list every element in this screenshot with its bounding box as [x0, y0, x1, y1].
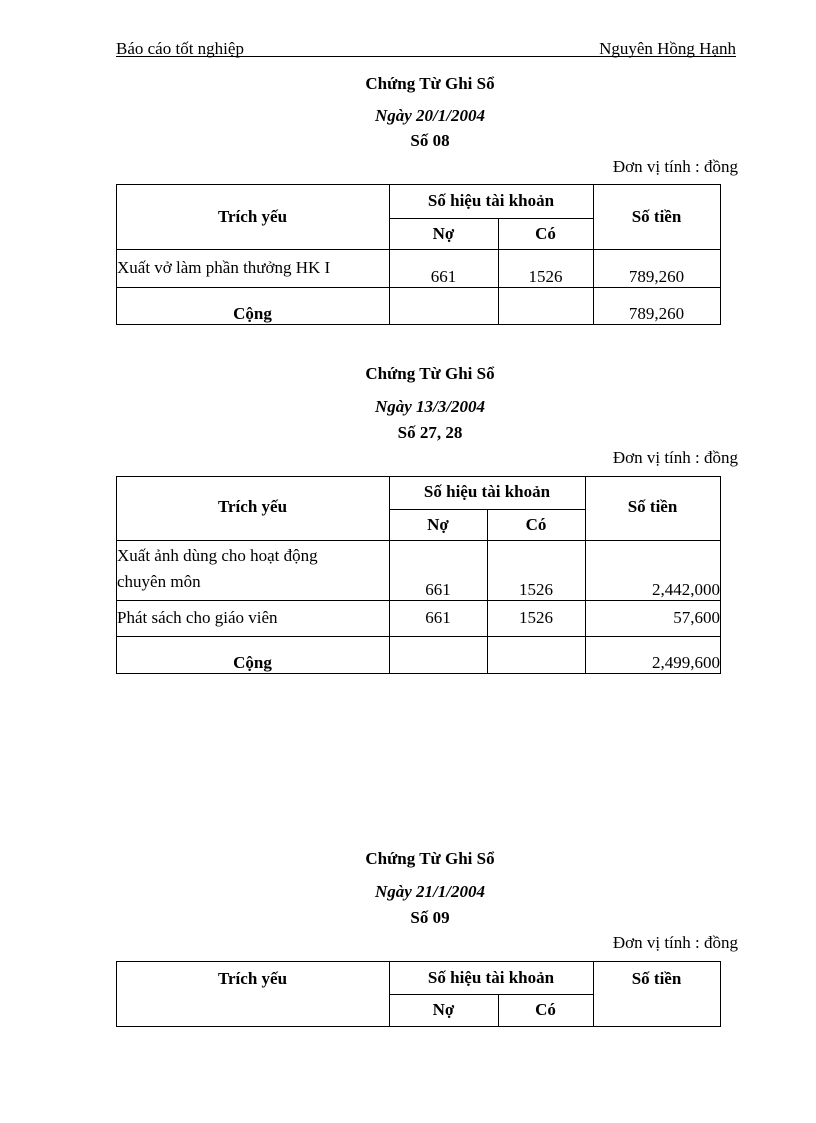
- table-border-right: [720, 184, 721, 325]
- col-header-co: Có: [535, 224, 556, 243]
- col-header-trich-yeu: Trích yếu: [217, 969, 288, 988]
- col-header-no: Nợ: [432, 1000, 455, 1019]
- table-border-right: [720, 961, 721, 1027]
- table-border-bottom: [116, 324, 721, 325]
- col-header-so-hieu: Số hiệu tài khoản: [427, 191, 555, 210]
- table-row-line: [116, 636, 721, 637]
- table-border-bottom: [116, 673, 721, 674]
- header-right: Nguyên Hồng Hạnh: [599, 39, 736, 58]
- cell-credit: 1526: [519, 580, 553, 599]
- col-header-co: Có: [535, 1000, 556, 1019]
- cell-debit: 661: [425, 608, 451, 627]
- table-header-bottom: [116, 249, 721, 250]
- col-header-so-hieu: Số hiệu tài khoản: [427, 968, 555, 987]
- header-divider: [116, 56, 736, 57]
- cell-amount: 57,600: [673, 608, 720, 627]
- table-row-line: [116, 600, 721, 601]
- col-header-co: Có: [525, 515, 547, 534]
- col-header-so-tien: Số tiền: [627, 497, 678, 516]
- table-col-line: [389, 476, 390, 674]
- table-border-top: [116, 476, 721, 477]
- unit-label: Đơn vị tính : đồng: [612, 933, 738, 952]
- table-col-line: [593, 184, 594, 325]
- table-header-bottom: [116, 540, 721, 541]
- cell-debit: 661: [430, 267, 457, 286]
- col-header-no: Nợ: [432, 224, 455, 243]
- col-header-so-tien: Số tiền: [631, 207, 682, 226]
- table-border-right: [720, 476, 721, 674]
- voucher-title: Chứng Từ Ghi Sổ: [365, 849, 495, 868]
- table-subheader-line: [389, 994, 593, 995]
- col-header-no: Nợ: [427, 515, 449, 534]
- voucher-number: Số 27, 28: [397, 423, 463, 442]
- cell-description: Xuất vở làm phần thưởng HK I: [117, 258, 331, 277]
- table-row-line: [116, 287, 721, 288]
- voucher-number: Số 09: [410, 908, 450, 927]
- voucher-date: Ngày 20/1/2004: [374, 106, 486, 125]
- col-header-so-tien: Số tiền: [631, 969, 682, 988]
- voucher-title: Chứng Từ Ghi Sổ: [365, 364, 495, 383]
- col-header-trich-yeu: Trích yếu: [217, 497, 288, 516]
- unit-label: Đơn vị tính : đồng: [612, 448, 738, 467]
- unit-label: Đơn vị tính : đồng: [612, 157, 738, 176]
- cell-description: Xuất ảnh dùng cho hoạt động: [117, 546, 318, 565]
- total-amount: 789,260: [628, 304, 685, 323]
- voucher-date: Ngày 21/1/2004: [374, 882, 486, 901]
- voucher-number: Số 08: [410, 131, 450, 150]
- cell-credit: 1526: [519, 608, 553, 627]
- cell-amount: 789,260: [628, 267, 685, 286]
- col-header-trich-yeu: Trích yếu: [217, 207, 288, 226]
- table-border-top: [116, 961, 721, 962]
- total-label: Cộng: [233, 653, 272, 672]
- cell-description-cont: chuyên môn: [117, 572, 201, 591]
- cell-credit: 1526: [528, 267, 563, 286]
- total-label: Cộng: [233, 304, 272, 323]
- voucher-date: Ngày 13/3/2004: [374, 397, 486, 416]
- cell-description: Phát sách cho giáo viên: [117, 608, 278, 627]
- total-amount: 2,499,600: [652, 653, 720, 672]
- table-border-left: [116, 184, 117, 325]
- voucher-title: Chứng Từ Ghi Sổ: [365, 74, 495, 93]
- table-border-top: [116, 184, 721, 185]
- header-left: Báo cáo tốt nghiệp: [116, 39, 244, 58]
- cell-amount: 2,442,000: [652, 580, 720, 599]
- table-subheader-line: [389, 218, 593, 219]
- table-border-bottom: [116, 1026, 721, 1027]
- col-header-so-hieu: Số hiệu tài khoản: [423, 482, 551, 501]
- cell-debit: 661: [425, 580, 451, 599]
